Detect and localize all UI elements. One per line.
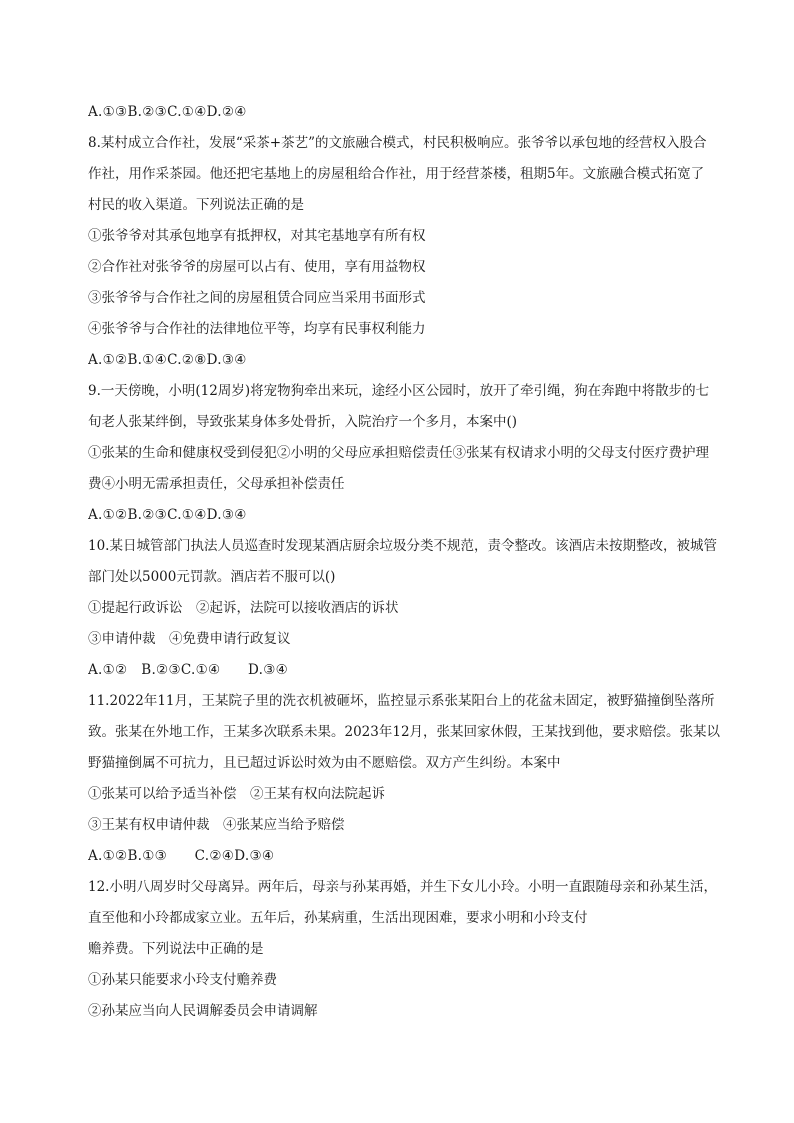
q11-stem-line-1: 11.2022年11月，王某院子里的洗衣机被砸坏，监控显示系张某阳台上的花盆未固定，被野猫撞倒坠落所 — [88, 693, 715, 709]
q11-stem-line-2: 致。张某在外地工作，王某多次联系未果。2023年12月，张某回家休假，王某找到他，要求赔偿。张某以 — [88, 724, 721, 740]
q10-statements-3-4: ③申请仲裁 ④免费申请行政复议 — [88, 631, 291, 647]
q12-stem-line-3: 赡养费。下列说法中正确的是 — [88, 941, 264, 957]
q8-statement-3: ③张爷爷与合作社之间的房屋租赁合同应当采用书面形式 — [88, 290, 426, 306]
q10-statements-1-2: ①提起行政诉讼 ②起诉，法院可以接收酒店的诉状 — [88, 600, 399, 616]
q12-statement-1: ①孙某只能要求小玲支付赡养费 — [88, 972, 277, 988]
q9-stem-line-2: 旬老人张某绊倒，导致张某身体多处骨折，入院治疗一个多月，本案中() — [88, 414, 518, 430]
q11-answer-options: A.①②B.①③ C.②④D.③④ — [88, 848, 275, 864]
q11-stem-line-3: 野猫撞倒属不可抗力，且已超过诉讼时效为由不愿赔偿。双方产生纠纷。本案中 — [88, 755, 561, 771]
q10-stem-line-2: 部门处以5000元罚款。酒店若不服可以() — [88, 569, 336, 585]
q11-statements-1-2: ①张某可以给予适当补偿 ②王某有权向法院起诉 — [88, 786, 385, 802]
q9-answer-options: A.①②B.②③C.①④D.③④ — [88, 507, 247, 523]
q8-stem-line-2: 作社，用作采茶园。他还把宅基地上的房屋租给合作社，用于经营茶楼，租期5年。文旅融合模式拓宽了 — [88, 166, 705, 182]
q12-stem-line-1: 12.小明八周岁时父母离异。两年后，母亲与孙某再婚，并生下女儿小玲。小明一直跟随母亲和孙某生活， — [88, 879, 717, 895]
q9-statements-line-1: ①张某的生命和健康权受到侵犯②小明的父母应承担赔偿责任③张某有权请求小明的父母支付医疗费护理 — [88, 445, 709, 461]
q8-statement-4: ④张爷爷与合作社的法律地位平等，均享有民事权利能力 — [88, 321, 426, 337]
q8-statement-2: ②合作社对张爷爷的房屋可以占有、使用，享有用益物权 — [88, 259, 426, 275]
q10-answer-options: A.①② B.②③C.①④ D.③④ — [88, 662, 289, 678]
q10-stem-line-1: 10.某日城管部门执法人员巡查时发现某酒店厨余垃圾分类不规范，责令整改。该酒店未按期整改，被城管 — [88, 538, 717, 554]
q8-stem-line-1: 8.某村成立合作社，发展“采茶+茶艺”的文旅融合模式，村民积极响应。张爷爷以承包地的经营权入股合 — [88, 135, 707, 151]
q8-stem-line-3: 村民的收入渠道。下列说法正确的是 — [88, 197, 304, 213]
q7-answer-options: A.①③B.②③C.①④D.②④ — [88, 104, 247, 120]
q8-statement-1: ①张爷爷对其承包地享有抵押权，对其宅基地享有所有权 — [88, 228, 426, 244]
q9-stem-line-1: 9.一天傍晚，小明(12周岁)将宠物狗牵出来玩，途经小区公园时，放开了牵引绳，狗在奔跑中将散步的七 — [88, 383, 710, 399]
q11-statements-3-4: ③王某有权申请仲裁 ④张某应当给予赔偿 — [88, 817, 345, 833]
q8-answer-options: A.①②B.①④C.②⑧D.③④ — [88, 352, 247, 368]
q9-statements-line-2: 费④小明无需承担责任，父母承担补偿责任 — [88, 476, 345, 492]
q12-stem-line-2: 直至他和小玲都成家立业。五年后，孙某病重，生活出现困难，要求小明和小玲支付 — [88, 910, 588, 926]
q12-statement-2: ②孙某应当向人民调解委员会申请调解 — [88, 1003, 318, 1019]
